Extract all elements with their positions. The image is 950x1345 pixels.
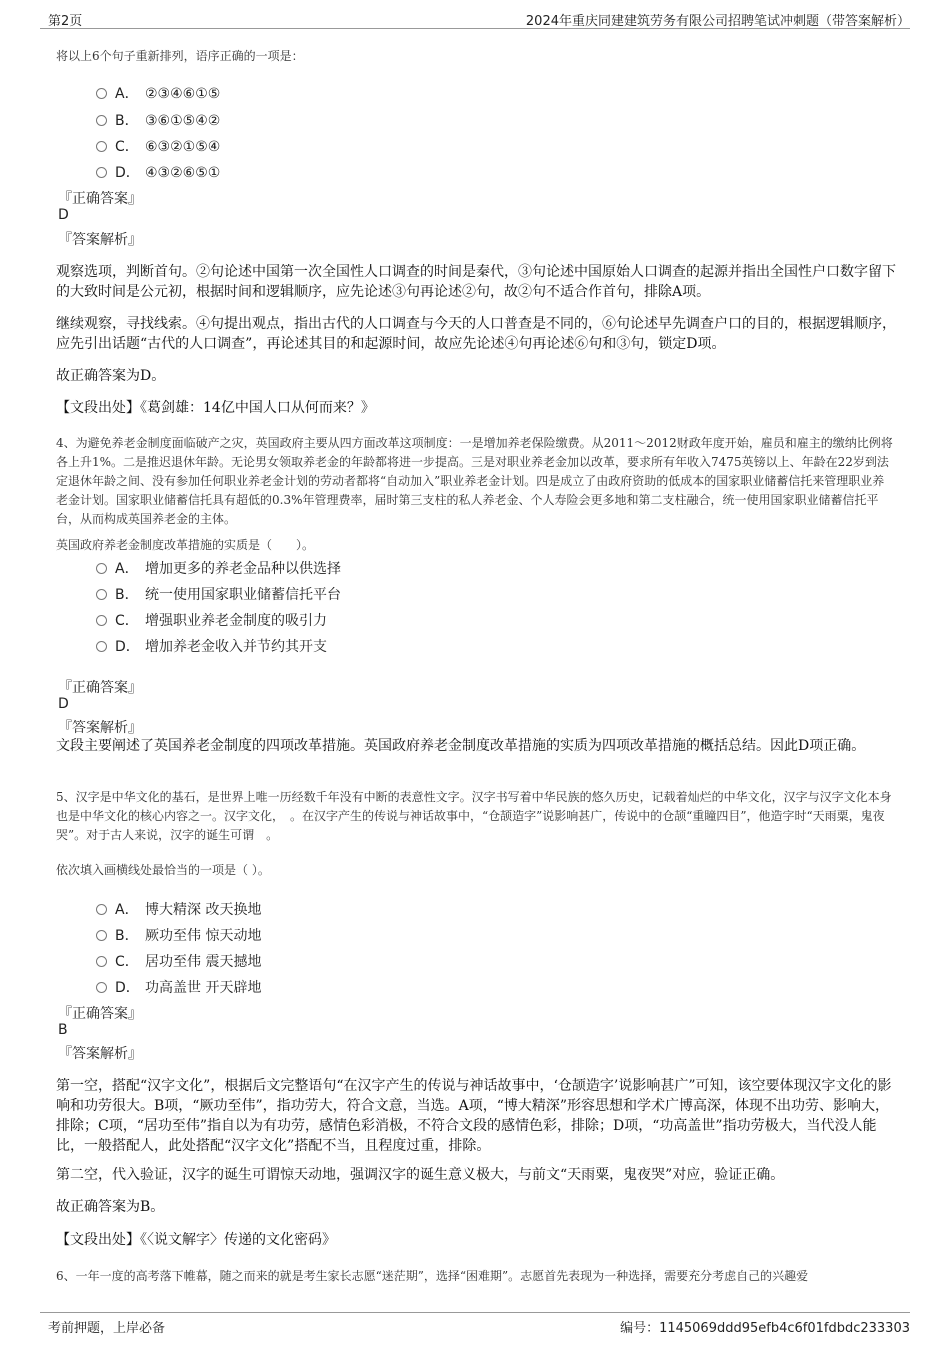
q5-option-c[interactable]: C． 居功至伟 震天撼地 bbox=[96, 951, 261, 971]
q5-option-d[interactable]: D． 功高盖世 开天辟地 bbox=[96, 977, 261, 997]
q3-option-a[interactable]: A． ②③④⑥①⑤ bbox=[96, 83, 220, 103]
answer-value: D bbox=[58, 207, 69, 223]
q4-option-b[interactable]: B． 统一使用国家职业储蓄信托平台 bbox=[96, 584, 341, 604]
radio-icon[interactable] bbox=[96, 589, 107, 600]
radio-icon[interactable] bbox=[96, 641, 107, 652]
document-title: 2024年重庆同建建筑劳务有限公司招聘笔试冲刺题（带答案解析） bbox=[525, 14, 910, 29]
radio-icon[interactable] bbox=[96, 956, 107, 967]
radio-icon[interactable] bbox=[96, 982, 107, 993]
page-number: 第2页 bbox=[48, 14, 83, 29]
radio-icon[interactable] bbox=[96, 904, 107, 915]
q6-passage: 6、一年一度的高考落下帷幕，随之而来的就是考生家长志愿“迷茫期”，选择“困难期”。志愿首先表现为一种选择，需要充分考虑自己的兴趣爱 bbox=[56, 1269, 809, 1283]
q4-option-d[interactable]: D． 增加养老金收入并节约其开支 bbox=[96, 636, 327, 656]
radio-icon[interactable] bbox=[96, 88, 107, 99]
answer-label: 『正确答案』 bbox=[58, 680, 142, 696]
page-footer bbox=[40, 1312, 910, 1337]
radio-icon[interactable] bbox=[96, 167, 107, 178]
answer-value: B bbox=[58, 1022, 68, 1038]
q3-option-b[interactable]: B． ③⑥①⑤④② bbox=[96, 110, 220, 130]
analysis-label: 『答案解析』 bbox=[58, 1046, 142, 1062]
radio-icon[interactable] bbox=[96, 930, 107, 941]
q4-passage: 4、为避免养老金制度面临破产之灾，英国政府主要从四方面改革这项制度：一是增加养老保险缴费。从2011～2012财政年度开始，雇员和雇主的缴纳比例将各上升1%。二是推迟退休年龄。无论男女领取养老金的年龄都将进一步提高。三是对职业养老金加以改革，要求所有年收入7475英镑以上、年龄在22岁到法定退休年龄之间、没有参加任何职业养老金计划的劳动者都将“自动加入”职业养老金计划。四是成立了由政府资助的低成本的国家职业储蓄信托来管理职业养老金计划。国家职业储蓄信托具有超低的0.3%年管理费率，届时第三支柱的私人养老金、个人寿险会更多地和第二支柱融合，统一使用国家职业储蓄信托平台，从而构成英国养老金的主体。 bbox=[56, 436, 893, 526]
q4-option-a[interactable]: A． 增加更多的养老金品种以供选择 bbox=[96, 558, 341, 578]
document-serial: 编号：1145069ddd95efb4c6f01fdbdc233303 bbox=[620, 1321, 910, 1336]
radio-icon[interactable] bbox=[96, 141, 107, 152]
q5-option-b[interactable]: B． 厥功至伟 惊天动地 bbox=[96, 925, 261, 945]
q3-analysis-p2: 继续观察，寻找线索。④句提出观点，指出古代的人口调查与今天的人口普查是不同的，⑥句论述早先调查户口的目的，根据逻辑顺序，应先引出话题“古代的人口调查”，再论述其目的和起源时间，故应先论述④句再论述⑥句和③句，锁定D项。 bbox=[56, 316, 896, 352]
q3-source: 【文段出处】《葛剑雄：14亿中国人口从何而来？》 bbox=[56, 400, 375, 416]
q5-analysis-p2: 第二空，代入验证，汉字的诞生可谓惊天动地，强调汉字的诞生意义极大，与前文“天雨粟，鬼夜哭”对应，验证正确。 bbox=[56, 1167, 785, 1183]
answer-value: D bbox=[58, 696, 69, 712]
q4-stem: 英国政府养老金制度改革措施的实质是（ ）。 bbox=[56, 538, 315, 552]
page-header bbox=[40, 8, 910, 29]
q3-analysis-p3: 故正确答案为D。 bbox=[56, 368, 166, 384]
radio-icon[interactable] bbox=[96, 615, 107, 626]
radio-icon[interactable] bbox=[96, 563, 107, 574]
q4-option-c[interactable]: C． 增强职业养老金制度的吸引力 bbox=[96, 610, 327, 630]
q5-option-a[interactable]: A． 博大精深 改天换地 bbox=[96, 899, 261, 919]
radio-icon[interactable] bbox=[96, 115, 107, 126]
q5-stem: 依次填入画横线处最恰当的一项是（ ）。 bbox=[56, 863, 270, 877]
q5-passage: 5、汉字是中华文化的基石，是世界上唯一历经数千年没有中断的表意性文字。汉字书写着中华民族的悠久历史，记载着灿烂的中华文化，汉字与汉字文化本身也是中华文化的核心内容之一。汉字文化， 。在汉字产生的传说与神话故事中，“仓颉造字”说影响甚广，传说中的仓颉“重瞳四目”，他造字时“天雨粟，鬼夜哭”。对于古人来说，汉字的诞生可谓 。 bbox=[56, 790, 892, 842]
q3-option-d[interactable]: D． ④③②⑥⑤① bbox=[96, 162, 220, 182]
q5-source: 【文段出处】《〈说文解字〉传递的文化密码》 bbox=[56, 1232, 336, 1248]
q5-analysis-p1: 第一空，搭配“汉字文化”，根据后文完整语句“在汉字产生的传说与神话故事中，‘仓颉造字’说影响甚广”可知，该空要体现汉字文化的影响和功劳很大。B项，“厥功至伟”，指功劳大，符合文意，当选。A项，“博大精深”形容思想和学术广博高深，体现不出功劳、影响大，排除；C项，“居功至伟”指自以为有功劳，感情色彩消极，不符合文段的感情色彩，排除；D项，“功高盖世”指功劳极大，当代没人能比，一般搭配人，此处搭配“汉字文化”搭配不当，且程度过重，排除。 bbox=[56, 1078, 892, 1154]
q3-analysis-p1: 观察选项，判断首句。②句论述中国第一次全国性人口调查的时间是秦代，③句论述中国原始人口调查的起源并指出全国性户口数字留下的大致时间是公元初，根据时间和逻辑顺序，应先论述③句再论述②句，故②句不适合作首句，排除A项。 bbox=[56, 264, 896, 300]
answer-label: 『正确答案』 bbox=[58, 1006, 142, 1022]
q4-analysis: 文段主要阐述了英国养老金制度的四项改革措施。英国政府养老金制度改革措施的实质为四项改革措施的概括总结。因此D项正确。 bbox=[56, 738, 866, 754]
analysis-label: 『答案解析』 bbox=[58, 232, 142, 248]
answer-label: 『正确答案』 bbox=[58, 191, 142, 207]
analysis-label: 『答案解析』 bbox=[58, 720, 142, 736]
q3-stem: 将以上6个句子重新排列，语序正确的一项是： bbox=[56, 49, 304, 63]
q3-option-c[interactable]: C． ⑥③②①⑤④ bbox=[96, 136, 220, 156]
q5-analysis-p3: 故正确答案为B。 bbox=[56, 1199, 165, 1215]
footer-slogan: 考前押题，上岸必备 bbox=[48, 1321, 166, 1336]
